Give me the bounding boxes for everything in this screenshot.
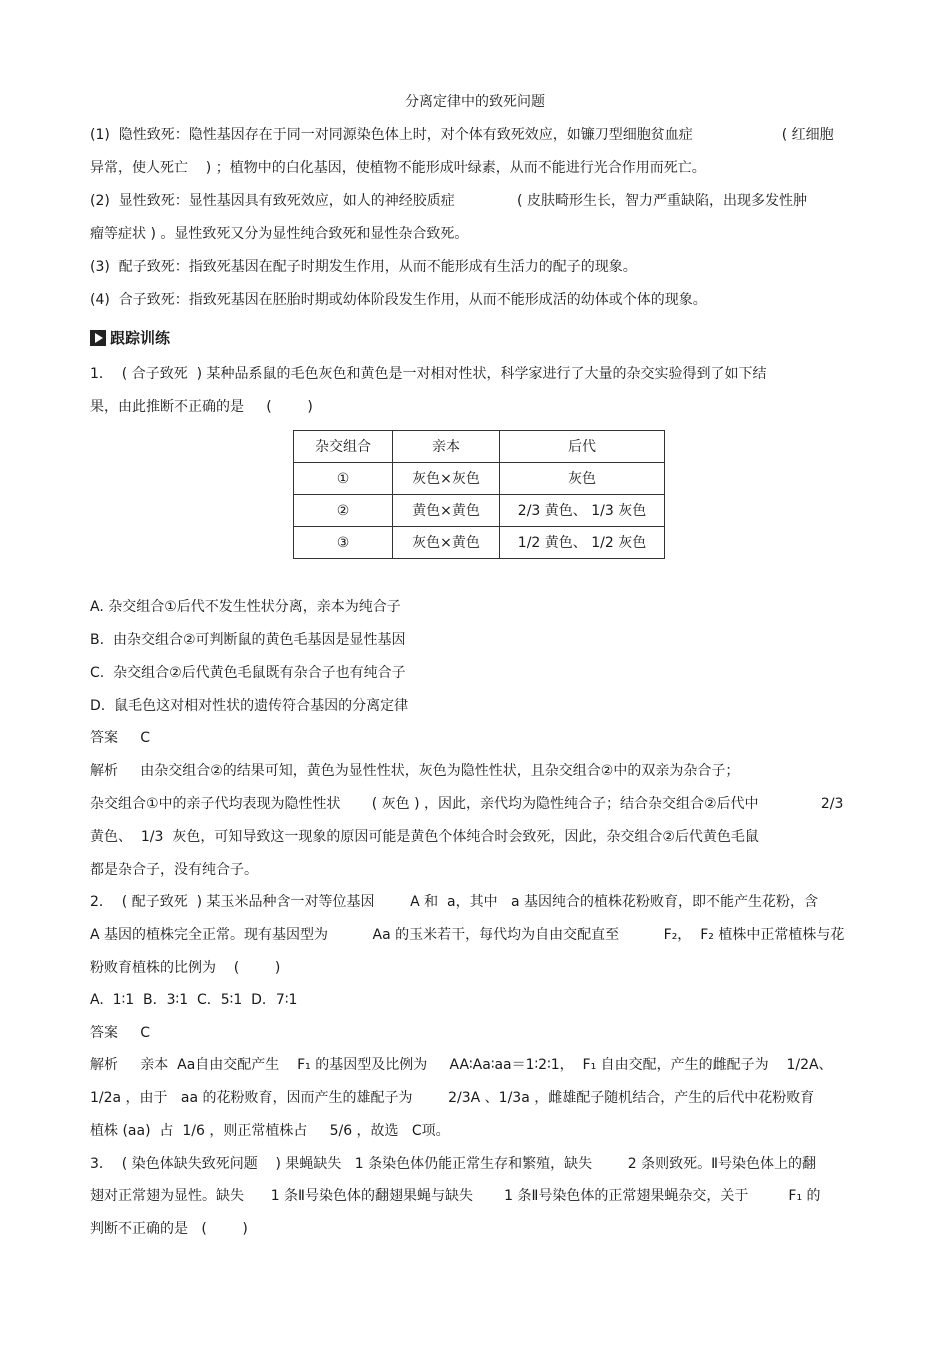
intro-line: (2) 显性致死：显性基因具有致死效应，如人的神经胶质症 ( 皮肤畸形生长，智力严重缺陷，出现多发性肿: [90, 193, 807, 209]
table-header-row: [294, 431, 665, 463]
analysis-line: 解析 由杂交组合②的结果可知，黄色为显性性状，灰色为隐性性状，且杂交组合②中的双亲为杂合子；: [90, 763, 740, 779]
table-cell: ②: [294, 495, 393, 527]
question-stem: 2． ( 配子致死 ) 某玉米品种含一对等位基因 A 和 a，其中 a 基因纯合的植株花粉败育，即不能产生花粉，含: [90, 894, 819, 910]
table-cell: 灰色: [500, 463, 665, 495]
analysis-line: 植株 (aa) 占 1/6 ，则正常植株占 5/6 ，故选 C项。: [90, 1123, 450, 1139]
intro-line: (1) 隐性致死：隐性基因存在于同一对同源染色体上时，对个体有致死效应，如镰刀型细胞贫血症 ( 红细胞: [90, 127, 834, 143]
analysis-line: 黄色、 1/3 灰色，可知导致这一现象的原因可能是黄色个体纯合时会致死，因此，杂交组合②后代黄色毛鼠: [90, 829, 759, 845]
table-row: [294, 463, 665, 495]
question-stem: 1． ( 合子致死 ) 某种品系鼠的毛色灰色和黄色是一对相对性状，科学家进行了大量的杂交实验得到了如下结: [90, 366, 767, 382]
table-cell: ③: [294, 527, 393, 559]
table-cell: 2/3 黄色、 1/3 灰色: [500, 495, 665, 527]
question-stem: 果，由此推断不正确的是 ( ): [90, 399, 313, 415]
page-title: 分离定律中的致死问题: [405, 94, 545, 110]
intro-line: (4) 合子致死：指致死基因在胚胎时期或幼体阶段发生作用，从而不能形成活的幼体或个体的现象。: [90, 292, 707, 308]
section-header-label: 跟踪训练: [110, 329, 171, 347]
table-cell: ①: [294, 463, 393, 495]
table-row: [294, 495, 665, 527]
table-cell: 灰色×黄色: [393, 527, 500, 559]
question-stem: 翅对正常翅为显性。缺失 1 条Ⅱ号染色体的翻翅果蝇与缺失 1 条Ⅱ号染色体的正常翅果蝇杂交，关于 F₁ 的: [90, 1188, 821, 1204]
options-line: A. 1∶1 B．3∶1 C．5∶1 D．7∶1: [90, 992, 298, 1008]
analysis-line: 都是杂合子，没有纯合子。: [90, 862, 258, 878]
option-c: C. 杂交组合②后代黄色毛鼠既有杂合子也有纯合子: [90, 665, 406, 681]
table-row: [294, 527, 665, 559]
question-stem: 判断不正确的是 ( ): [90, 1221, 248, 1237]
play-triangle-icon: [90, 330, 106, 346]
question-stem: A 基因的植株完全正常。现有基因型为 Aa 的玉米若干，每代均为自由交配直至 F₂， F₂ 植株中正常植株与花: [90, 927, 845, 943]
analysis-line: 解析 亲本 Aa自由交配产生 F₁ 的基因型及比例为 AA∶Aa∶aa＝1∶2∶1， F₁ 自由交配，产生的雌配子为 1/2A、: [90, 1057, 833, 1073]
analysis-line: 杂交组合①中的亲子代均表现为隐性性状 ( 灰色 ) ，因此，亲代均为隐性纯合子；结合杂交组合②后代中 2/3: [90, 796, 844, 812]
answer: 答案 C: [90, 1025, 151, 1041]
intro-line: 异常，使人死亡 ) ；植物中的白化基因，使植物不能形成叶绿素，从而不能进行光合作用而死亡。: [90, 160, 706, 176]
table-header-cell: 杂交组合: [294, 431, 393, 463]
cross-table: [293, 430, 665, 559]
intro-line: 瘤等症状 ) 。显性致死又分为显性纯合致死和显性杂合致死。: [90, 226, 469, 242]
option-a: A. 杂交组合①后代不发生性状分离，亲本为纯合子: [90, 599, 401, 615]
option-b: B. 由杂交组合②可判断鼠的黄色毛基因是显性基因: [90, 632, 406, 648]
answer: 答案 C: [90, 730, 151, 746]
analysis-line: 1/2a ，由于 aa 的花粉败育，因而产生的雄配子为 2/3A 、1/3a ，雌雄配子随机结合，产生的后代中花粉败育: [90, 1090, 815, 1106]
question-stem: 粉败育植株的比例为 ( ): [90, 960, 281, 976]
question-stem: 3． ( 染色体缺失致死问题 ) 果蝇缺失 1 条染色体仍能正常生存和繁殖，缺失 2 条则致死。Ⅱ号染色体上的翻: [90, 1156, 816, 1172]
table-cell: 灰色×灰色: [393, 463, 500, 495]
intro-line: (3) 配子致死：指致死基因在配子时期发生作用，从而不能形成有生活力的配子的现象。: [90, 259, 637, 275]
table-cell: 黄色×黄色: [393, 495, 500, 527]
option-d: D. 鼠毛色这对相对性状的遗传符合基因的分离定律: [90, 698, 409, 714]
table-header-cell: 亲本: [393, 431, 500, 463]
section-header: [90, 327, 170, 348]
table-header-cell: 后代: [500, 431, 665, 463]
table-cell: 1/2 黄色、 1/2 灰色: [500, 527, 665, 559]
